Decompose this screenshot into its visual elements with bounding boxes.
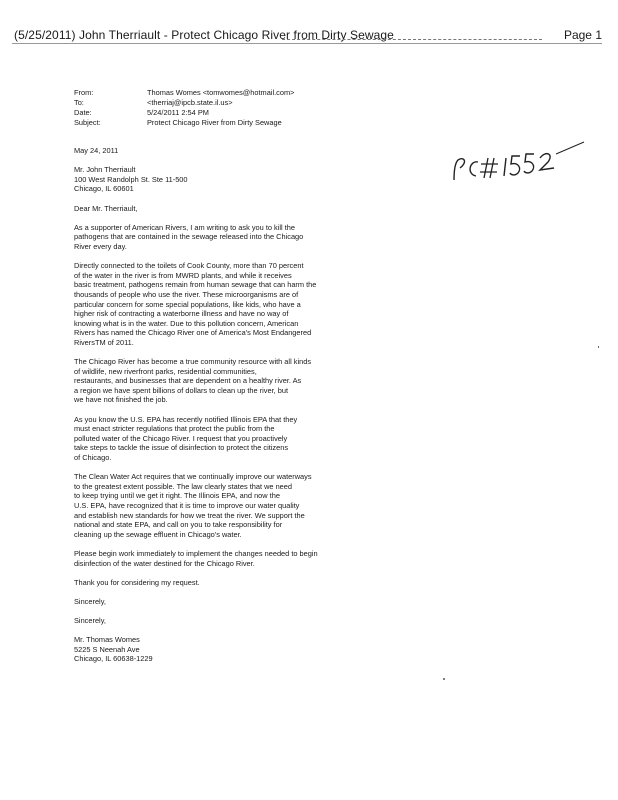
text-line: RiversTM of 2011. — [74, 337, 134, 347]
text-line: of Chicago. — [74, 453, 112, 462]
meta-row — [74, 88, 294, 98]
header-page-number: Page 1 — [563, 28, 602, 42]
signature-block — [74, 635, 364, 664]
text-line: restaurants, and businesses that are dependent on a healthy river. As — [74, 376, 302, 386]
text-line: and establish new standards for how we treat the river. We support the — [74, 510, 305, 520]
meta-value: Thomas Womes <tomwomes@hotmail.com> — [147, 88, 295, 97]
text-line: Rivers has named the Chicago River one of America's Most Endangered — [74, 328, 312, 338]
text-line: we have not finished the job. — [74, 395, 168, 405]
text-line: must enact stricter regulations that protect the public from the — [74, 424, 275, 434]
text-line: The Chicago River has become a true community resource with all kinds — [74, 357, 312, 367]
text-line: a region we have spent billions of dollars to clean up the river, but — [74, 385, 289, 395]
header-divider — [12, 43, 602, 44]
text-line: pathogens that are contained in the sewage released into the Chicago — [74, 232, 304, 242]
meta-label: Subject: — [74, 118, 101, 127]
text-line: Sincerely, — [74, 616, 106, 626]
header-title: (5/25/2011) John Therriault - Protect Chicago River from Dirty Sewage — [14, 28, 394, 42]
letter-paragraph — [74, 261, 364, 347]
meta-value: <therriaj@ipcb.state.il.us> — [147, 98, 233, 107]
meta-label: To: — [74, 98, 84, 107]
print-header — [12, 28, 602, 44]
text-line: to the greatest extent possible. The law clearly states that we need — [74, 481, 293, 491]
letter-paragraph — [74, 549, 364, 568]
letter-paragraphs — [74, 223, 364, 626]
meta-label: Date: — [74, 108, 92, 117]
text-line: 100 West Randolph St. Ste 11-500 — [74, 174, 188, 184]
text-line: national and state EPA, and call on you to take responsibility for — [74, 520, 283, 530]
text-line: As you know the U.S. EPA has recently notified Illinois EPA that they — [74, 414, 298, 424]
letter-body — [74, 146, 364, 674]
text-line: 5225 S Neenah Ave — [74, 644, 140, 654]
recipient-address — [74, 165, 364, 194]
meta-value: 5/24/2011 2:54 PM — [147, 108, 209, 117]
text-line: The Clean Water Act requires that we continually improve our waterways — [74, 472, 312, 482]
text-line: River every day. — [74, 241, 127, 251]
text-line: take steps to tackle the issue of disinfection to protect the citizens — [74, 443, 289, 453]
text-line: to keep trying until we get it right. The Illinois EPA, and now the — [74, 491, 280, 501]
text-line: U.S. EPA, have recognized that it is time to improve our water quality — [74, 500, 300, 510]
text-line: thousands of people who use the river. These microorganisms are of — [74, 289, 299, 299]
meta-label: From: — [74, 88, 94, 97]
text-line: As a supporter of American Rivers, I am writing to ask you to kill the — [74, 222, 295, 232]
scan-speck — [598, 346, 599, 348]
letter-paragraph — [74, 472, 364, 539]
text-line: basic treatment, pathogens remain from human sewage that can harm the — [74, 280, 317, 290]
handwritten-annotation — [448, 140, 588, 190]
text-line: Sincerely, — [74, 596, 106, 606]
meta-row — [74, 98, 294, 108]
text-line: disinfection of the water destined for the Chicago River. — [74, 558, 255, 568]
scan-speck — [443, 678, 445, 680]
header-dashed-rule — [282, 39, 542, 40]
text-line: polluted water of the Chicago River. I request that you proactively — [74, 433, 288, 443]
text-line: Mr. Thomas Womes — [74, 635, 140, 645]
letter-date: May 24, 2011 — [74, 146, 119, 155]
text-line: Directly connected to the toilets of Cook County, more than 70 percent — [74, 261, 304, 271]
salutation: Dear Mr. Therriault, — [74, 203, 138, 213]
letter-paragraph — [74, 415, 364, 463]
text-line: cleaning up the sewage effluent in Chicago's water. — [74, 529, 242, 539]
text-line: Mr. John Therriault — [74, 165, 136, 175]
letter-paragraph — [74, 616, 364, 626]
text-line: of wildlife, new riverfront parks, residential communities, — [74, 366, 257, 376]
text-line: particular concern for some special populations, like kids, who have a — [74, 299, 301, 309]
text-line: of the water in the river is from MWRD plants, and while it receives — [74, 270, 292, 280]
meta-row — [74, 108, 294, 118]
text-line: Please begin work immediately to implement the changes needed to begin — [74, 548, 318, 558]
email-metadata — [74, 88, 294, 128]
text-line: Thank you for considering my request. — [74, 577, 200, 587]
meta-value: Protect Chicago River from Dirty Sewage — [147, 118, 282, 127]
letter-paragraph — [74, 578, 364, 588]
meta-row — [74, 118, 294, 128]
letter-paragraph — [74, 357, 364, 405]
text-line: Chicago, IL 60601 — [74, 184, 134, 194]
letter-paragraph — [74, 223, 364, 252]
text-line: Chicago, IL 60638-1229 — [74, 654, 153, 664]
text-line: higher risk of contracting a waterborne illness and have no way of — [74, 309, 289, 319]
text-line: knowing what is in the water. Due to this pollution concern, American — [74, 318, 299, 328]
letter-paragraph — [74, 597, 364, 607]
